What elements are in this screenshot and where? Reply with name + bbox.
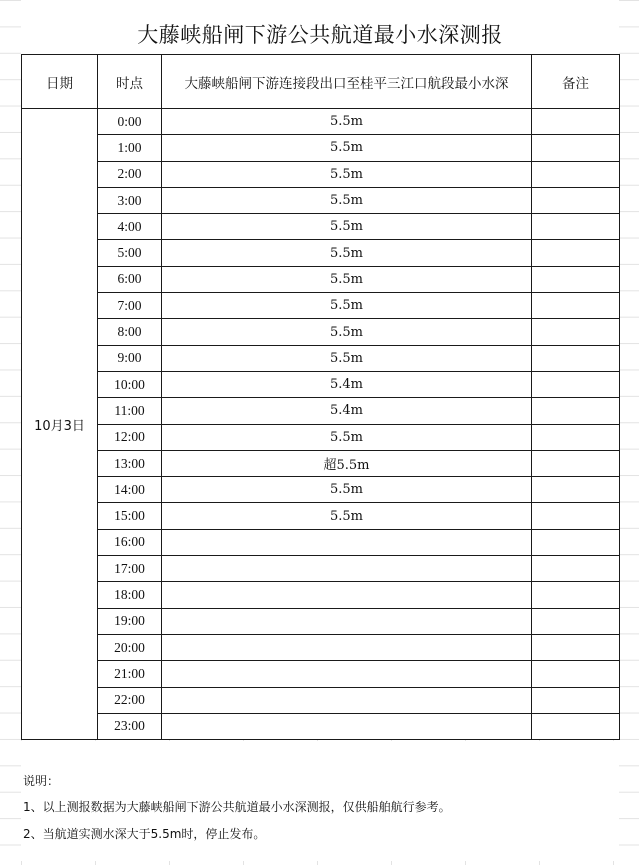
time-cell: 13:00 (98, 450, 162, 476)
remark-cell (532, 687, 620, 713)
table-row (22, 266, 620, 292)
time-cell: 9:00 (98, 345, 162, 371)
depth-cell: 5.5m (162, 345, 532, 371)
table-row (22, 161, 620, 187)
remark-cell (532, 319, 620, 345)
depth-cell: 5.5m (162, 477, 532, 503)
depth-cell: 5.5m (162, 266, 532, 292)
time-cell: 1:00 (98, 135, 162, 161)
remark-cell (532, 661, 620, 687)
table-row (22, 398, 620, 424)
title-bar (21, 0, 619, 54)
remark-cell (532, 556, 620, 582)
table-row (22, 371, 620, 397)
depth-cell: 5.4m (162, 398, 532, 424)
header-time: 时点 (98, 55, 162, 109)
remark-cell (532, 109, 620, 135)
table-row (22, 450, 620, 476)
table-row (22, 634, 620, 660)
depth-cell: 5.5m (162, 424, 532, 450)
note-item: 1、以上测报数据为大藤峡船闸下游公共航道最小水深测报，仅供船舶航行参考。 (23, 800, 451, 814)
table-row (22, 109, 620, 135)
time-cell: 2:00 (98, 161, 162, 187)
remark-cell (532, 345, 620, 371)
time-cell: 0:00 (98, 109, 162, 135)
depth-cell: 5.5m (162, 319, 532, 345)
depth-cell: 5.5m (162, 109, 532, 135)
table-row (22, 214, 620, 240)
depth-cell (162, 556, 532, 582)
table-row (22, 608, 620, 634)
time-cell: 4:00 (98, 214, 162, 240)
remark-cell (532, 424, 620, 450)
table-row (22, 713, 620, 739)
remark-cell (532, 398, 620, 424)
time-cell: 5:00 (98, 240, 162, 266)
depth-cell: 5.4m (162, 371, 532, 397)
remark-cell (532, 608, 620, 634)
header-row (22, 55, 620, 109)
notes-heading: 说明： (23, 774, 60, 788)
table-row (22, 187, 620, 213)
depth-cell (162, 687, 532, 713)
table-row (22, 293, 620, 319)
depth-cell: 超5.5m (162, 450, 532, 476)
table-row (22, 687, 620, 713)
time-cell: 8:00 (98, 319, 162, 345)
notes-section (21, 741, 619, 861)
depth-cell: 5.5m (162, 135, 532, 161)
time-cell: 10:00 (98, 371, 162, 397)
table-row (22, 556, 620, 582)
time-cell: 12:00 (98, 424, 162, 450)
header-remark: 备注 (532, 55, 620, 109)
remark-cell (532, 450, 620, 476)
depth-cell (162, 529, 532, 555)
remark-cell (532, 582, 620, 608)
time-cell: 3:00 (98, 187, 162, 213)
time-cell: 17:00 (98, 556, 162, 582)
remark-cell (532, 214, 620, 240)
table-row (22, 661, 620, 687)
depth-report-table (21, 54, 620, 740)
remark-cell (532, 293, 620, 319)
time-cell: 11:00 (98, 398, 162, 424)
time-cell: 22:00 (98, 687, 162, 713)
time-cell: 7:00 (98, 293, 162, 319)
time-cell: 20:00 (98, 634, 162, 660)
remark-cell (532, 503, 620, 529)
header-depth: 大藤峡船闸下游连接段出口至桂平三江口航段最小水深 (162, 55, 532, 109)
time-cell: 14:00 (98, 477, 162, 503)
depth-cell (162, 582, 532, 608)
table-row (22, 582, 620, 608)
depth-cell (162, 634, 532, 660)
remark-cell (532, 161, 620, 187)
depth-cell: 5.5m (162, 161, 532, 187)
remark-cell (532, 240, 620, 266)
depth-cell: 5.5m (162, 293, 532, 319)
time-cell: 21:00 (98, 661, 162, 687)
time-cell: 6:00 (98, 266, 162, 292)
table-row (22, 240, 620, 266)
remark-cell (532, 477, 620, 503)
note-item: 2、当航道实测水深大于5.5m时，停止发布。 (23, 827, 266, 841)
table-row (22, 424, 620, 450)
page-title: 大藤峡船闸下游公共航道最小水深测报 (137, 23, 503, 47)
table-row (22, 477, 620, 503)
remark-cell (532, 266, 620, 292)
table-row (22, 135, 620, 161)
time-cell: 18:00 (98, 582, 162, 608)
remark-cell (532, 135, 620, 161)
time-cell: 19:00 (98, 608, 162, 634)
header-date: 日期 (22, 55, 98, 109)
remark-cell (532, 634, 620, 660)
table-row (22, 319, 620, 345)
remark-cell (532, 713, 620, 739)
table-row (22, 529, 620, 555)
table-row (22, 345, 620, 371)
depth-cell: 5.5m (162, 240, 532, 266)
time-cell: 15:00 (98, 503, 162, 529)
time-cell: 16:00 (98, 529, 162, 555)
depth-cell (162, 661, 532, 687)
remark-cell (532, 371, 620, 397)
remark-cell (532, 187, 620, 213)
depth-cell: 5.5m (162, 503, 532, 529)
table-row (22, 503, 620, 529)
depth-cell: 5.5m (162, 187, 532, 213)
remark-cell (532, 529, 620, 555)
depth-cell (162, 608, 532, 634)
table-body (22, 109, 620, 740)
date-cell: 10月3日 (22, 109, 98, 740)
depth-cell: 5.5m (162, 214, 532, 240)
depth-cell (162, 713, 532, 739)
time-cell: 23:00 (98, 713, 162, 739)
